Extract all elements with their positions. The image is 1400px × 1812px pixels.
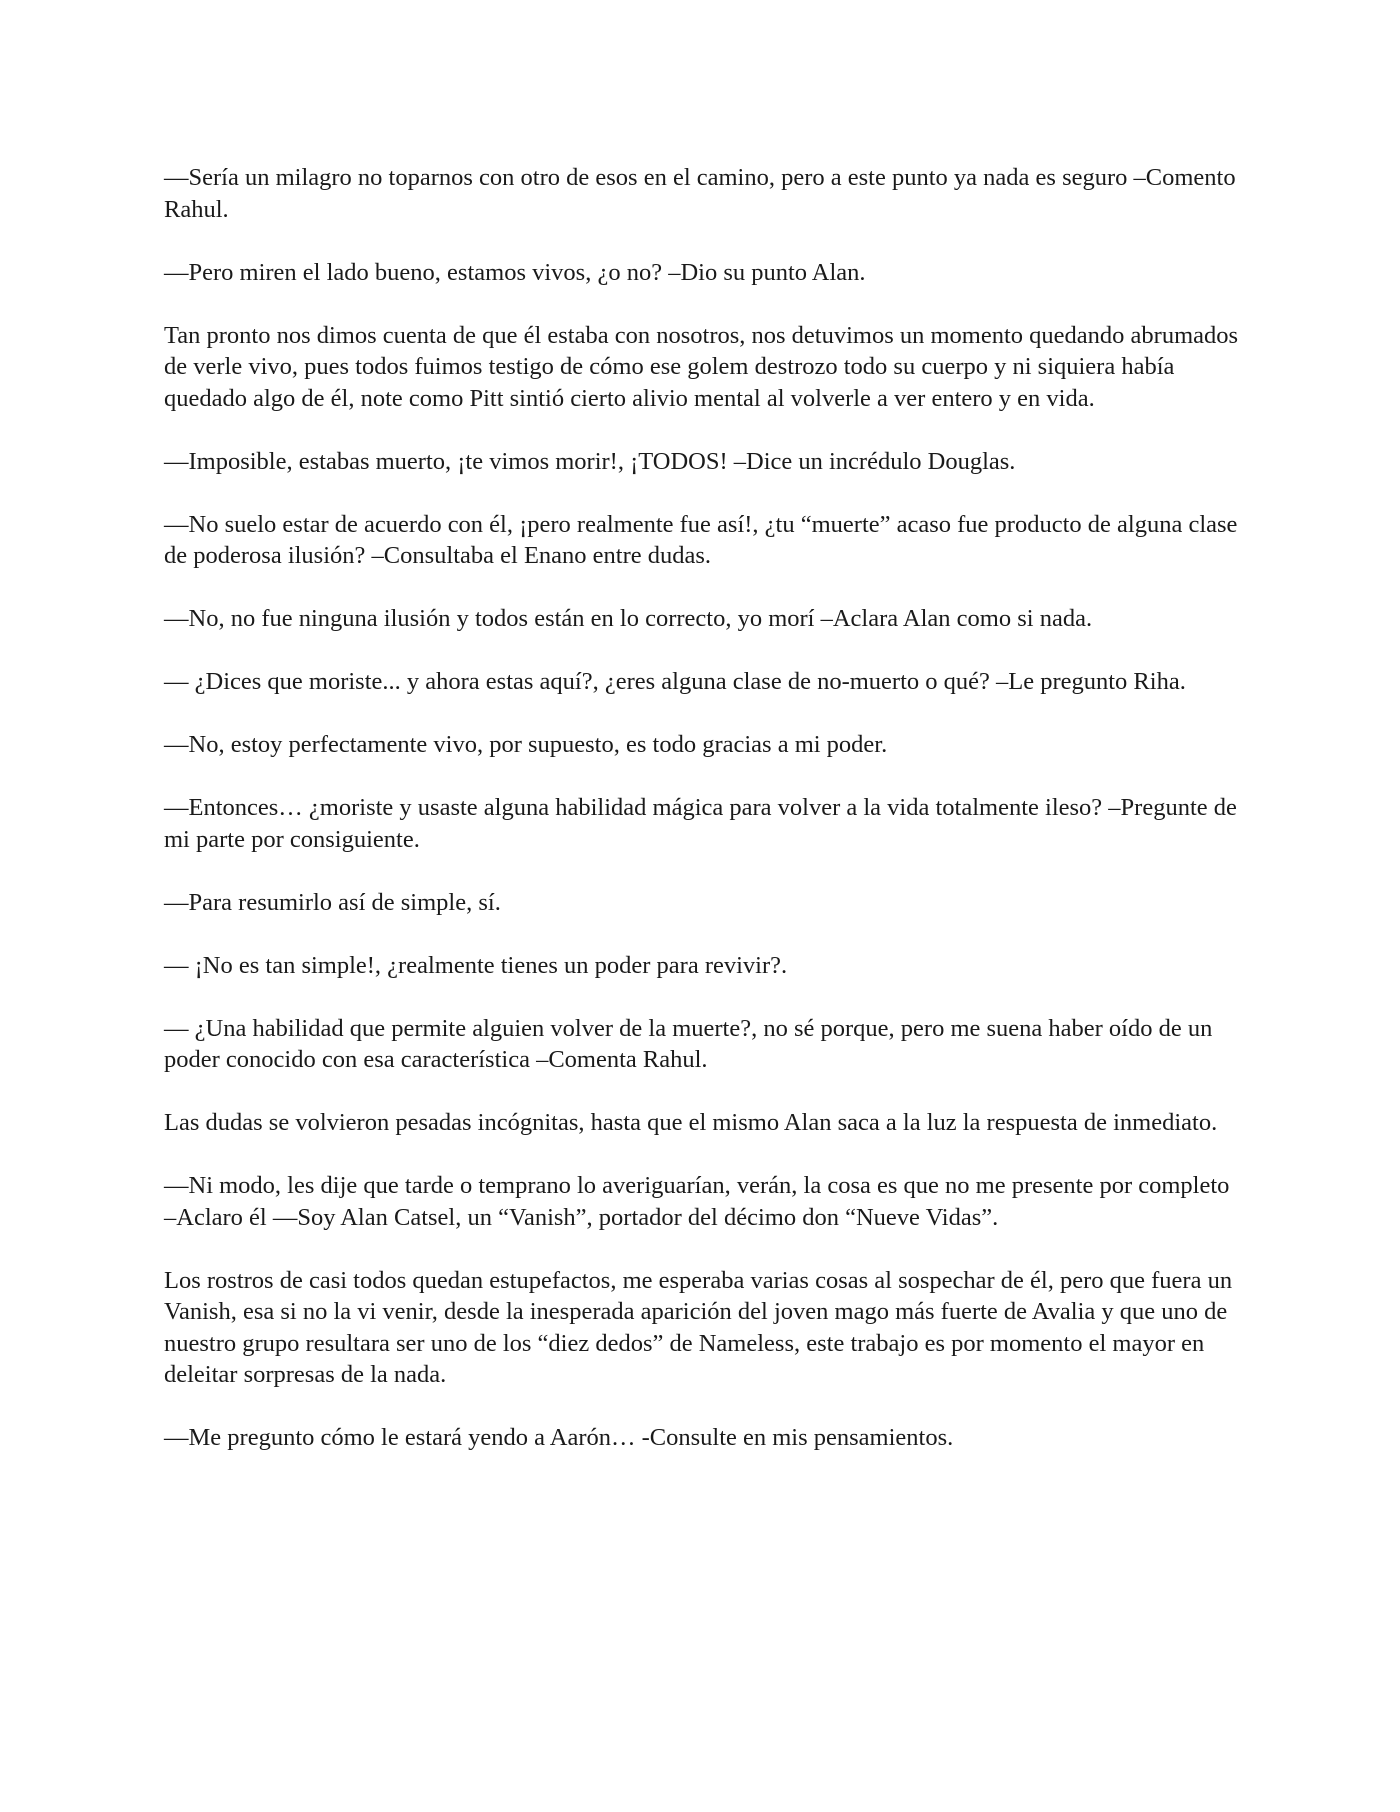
paragraph-6: —No, no fue ninguna ilusión y todos están en lo correcto, yo morí –Aclara Alan como si nada.	[164, 605, 1093, 632]
paragraph-9: —Entonces… ¿moriste y usaste alguna habilidad mágica para volver a la vida totalmente ileso? –Pregunte de mi parte por consiguiente.	[164, 794, 1237, 853]
paragraph-3: Tan pronto nos dimos cuenta de que él estaba con nosotros, nos detuvimos un momento quedando abrumados de verle vivo, pues todos fuimos testigo de cómo ese golem destrozo todo su cuerpo y ni siquiera había quedado algo de él, note como Pitt sintió cierto alivio mental al volverle a ver entero y en vida.	[164, 321, 1239, 412]
paragraph-7: — ¿Dices que moriste... y ahora estas aquí?, ¿eres alguna clase de no-muerto o qué? –Le pregunto Riha.	[164, 668, 1186, 695]
paragraph-15: Los rostros de casi todos quedan estupefactos, me esperaba varias cosas al sospechar de él, pero que fuera un Vanish, esa si no la vi venir, desde la inesperada aparición del joven mago más fuerte de Avalia y que uno de nuestro grupo resultara ser uno de los “diez dedos” de Nameless, este trabajo es por momento el mayor en deleitar sorpresas de la nada.	[164, 1266, 1233, 1388]
paragraph-13: Las dudas se volvieron pesadas incógnitas, hasta que el mismo Alan saca a la luz la respuesta de inmediato.	[164, 1109, 1218, 1136]
paragraph-14: —Ni modo, les dije que tarde o temprano lo averiguarían, verán, la cosa es que no me presente por completo –Aclaro él —Soy Alan Catsel, un “Vanish”, portador del décimo don “Nueve Vidas”.	[164, 1172, 1230, 1231]
paragraph-1: —Sería un milagro no toparnos con otro de esos en el camino, pero a este punto ya nada es seguro –Comento Rahul.	[164, 164, 1236, 223]
paragraph-8: —No, estoy perfectamente vivo, por supuesto, es todo gracias a mi poder.	[164, 731, 888, 758]
paragraph-16: —Me pregunto cómo le estará yendo a Aarón… -Consulte en mis pensamientos.	[164, 1424, 954, 1451]
paragraph-12: — ¿Una habilidad que permite alguien volver de la muerte?, no sé porque, pero me suena haber oído de un poder conocido con esa característica –Comenta Rahul.	[164, 1014, 1213, 1073]
paragraph-5: —No suelo estar de acuerdo con él, ¡pero realmente fue así!, ¿tu “muerte” acaso fue producto de alguna clase de poderosa ilusión? –Consultaba el Enano entre dudas.	[164, 510, 1238, 569]
paragraph-10: —Para resumirlo así de simple, sí.	[164, 888, 501, 916]
paragraph-4: —Imposible, estabas muerto, ¡te vimos morir!, ¡TODOS! –Dice un incrédulo Douglas.	[164, 447, 1016, 475]
paragraph-2: —Pero miren el lado bueno, estamos vivos, ¿o no? –Dio su punto Alan.	[164, 258, 866, 286]
document-page	[164, 162, 1244, 1454]
paragraph-11: — ¡No es tan simple!, ¿realmente tienes un poder para revivir?.	[164, 951, 788, 979]
